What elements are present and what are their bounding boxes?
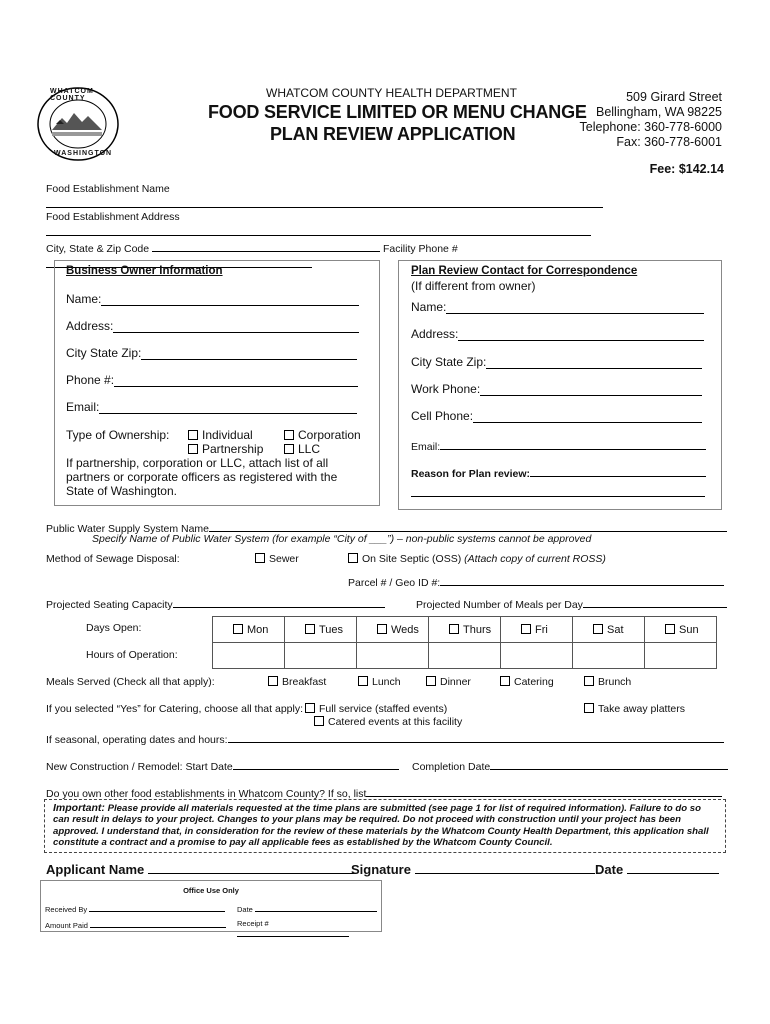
sat-checkbox[interactable] — [593, 624, 603, 634]
completion-field[interactable] — [490, 757, 728, 770]
hours-mon[interactable] — [213, 643, 285, 669]
seasonal-row — [46, 730, 724, 746]
water-system-hint: Specify Name of Public Water System (for example “City of ___”) – non-public systems cannot be approved — [92, 533, 592, 545]
meal-brunch[interactable] — [584, 676, 631, 688]
parcel-field[interactable] — [440, 573, 724, 586]
mon-label: Mon — [247, 623, 269, 636]
contact-cell-row — [411, 409, 702, 423]
receipt-row — [237, 919, 381, 939]
meal-breakfast[interactable] — [268, 676, 326, 688]
catered-events-label: Catered events at this facility — [328, 716, 463, 728]
contact-work-label: Work Phone: — [411, 382, 481, 396]
sun-label: Sun — [679, 623, 699, 636]
hours-sat[interactable] — [573, 643, 645, 669]
applicant-name-field[interactable] — [148, 861, 356, 874]
owner-phone-field[interactable] — [114, 374, 358, 387]
water-system-label: Public Water Supply System Name — [46, 523, 210, 535]
tues-label: Tues — [319, 623, 344, 636]
sat-label: Sat — [607, 623, 624, 636]
owner-address-field[interactable] — [113, 320, 359, 333]
date-row — [595, 861, 719, 877]
take-away-label: Take away platters — [598, 703, 685, 715]
day-fri[interactable] — [501, 617, 573, 643]
seal-text-bottom: WASHINGTON — [54, 150, 113, 157]
water-system-field[interactable] — [209, 519, 727, 532]
owner-address-label: Address: — [66, 319, 114, 333]
corporation-label: Corporation — [298, 428, 361, 442]
construction-completion-row — [412, 757, 728, 773]
contact-city-label: City State Zip: — [411, 355, 487, 369]
meals-per-day-label: Projected Number of Meals per Day — [416, 599, 583, 611]
dinner-checkbox[interactable] — [426, 676, 436, 686]
signature-field[interactable] — [415, 861, 595, 874]
take-away-checkbox[interactable] — [584, 703, 594, 713]
receipt-field[interactable] — [237, 928, 349, 937]
parcel-row — [348, 573, 724, 589]
important-notice — [44, 799, 726, 853]
partnership-label: Partnership — [202, 442, 264, 456]
department-name: WHATCOM COUNTY HEALTH DEPARTMENT — [266, 86, 517, 100]
office-date-field[interactable] — [255, 903, 377, 912]
owner-address-row — [66, 319, 359, 333]
individual-checkbox[interactable] — [188, 430, 198, 440]
sewer-option[interactable] — [255, 553, 299, 565]
establishment-address-row — [46, 211, 726, 239]
full-service-label: Full service (staffed events) — [319, 703, 448, 715]
contact-reason-line2[interactable] — [411, 496, 705, 497]
owner-email-row — [66, 400, 357, 414]
ownership-corporation[interactable] — [284, 428, 361, 442]
seal-text-top: WHATCOM COUNTY — [50, 88, 94, 102]
other-establishments-label: Do you own other food establishments in Whatcom County? If so, list — [46, 788, 367, 800]
amount-paid-row — [45, 919, 226, 930]
ownership-type-label: Type of Ownership: — [66, 428, 170, 442]
facility-phone-label: Facility Phone # — [382, 243, 458, 255]
thurs-label: Thurs — [463, 623, 492, 636]
owner-email-label: Email: — [66, 400, 100, 414]
corporation-checkbox[interactable] — [284, 430, 294, 440]
lunch-label: Lunch — [372, 676, 401, 688]
meal-catering[interactable] — [500, 676, 554, 688]
hours-weds[interactable] — [357, 643, 429, 669]
address-city: Bellingham, WA 98225 — [595, 105, 722, 119]
owner-city-field[interactable] — [141, 347, 357, 360]
owner-email-field[interactable] — [99, 401, 357, 414]
contact-cell-field[interactable] — [473, 410, 702, 423]
lunch-checkbox[interactable] — [358, 676, 368, 686]
establishment-address-label: Food Establishment Address — [46, 211, 180, 223]
hours-label: Hours of Operation: — [86, 649, 178, 661]
catering-on-site[interactable] — [314, 716, 462, 728]
office-use-title: Office Use Only — [183, 886, 239, 895]
contact-city-field[interactable] — [486, 356, 702, 369]
full-service-checkbox[interactable] — [305, 703, 315, 713]
owner-name-row — [66, 292, 359, 306]
breakfast-checkbox[interactable] — [268, 676, 278, 686]
owner-name-field[interactable] — [101, 293, 359, 306]
other-establishments-field[interactable] — [366, 784, 722, 797]
meals-per-day-row — [416, 595, 727, 611]
seating-label: Projected Seating Capacity — [46, 599, 173, 611]
county-seal — [36, 86, 120, 162]
day-thurs[interactable] — [429, 617, 501, 643]
contact-email-field[interactable] — [440, 437, 706, 450]
office-date-row — [237, 903, 377, 914]
tues-checkbox[interactable] — [305, 624, 315, 634]
contact-name-field[interactable] — [446, 301, 704, 314]
establishment-name-label: Food Establishment Name — [46, 183, 170, 195]
contact-email-label: Email: — [411, 441, 441, 453]
brunch-checkbox[interactable] — [584, 676, 594, 686]
contact-address-row — [411, 327, 704, 341]
weds-checkbox[interactable] — [377, 624, 387, 634]
meals-served-label: Meals Served (Check all that apply): — [46, 676, 215, 688]
thurs-checkbox[interactable] — [449, 624, 459, 634]
contact-city-row — [411, 355, 702, 369]
hours-sun[interactable] — [645, 643, 717, 669]
amount-paid-label: Amount Paid — [45, 921, 88, 930]
contact-cell-label: Cell Phone: — [411, 409, 474, 423]
owner-phone-label: Phone #: — [66, 373, 115, 387]
received-by-field[interactable] — [89, 903, 225, 912]
contact-name-row — [411, 300, 704, 314]
llc-label: LLC — [298, 442, 321, 456]
days-open-label: Days Open: — [86, 622, 142, 634]
contact-subtitle: (If different from owner) — [411, 279, 536, 293]
hours-row — [213, 643, 717, 669]
contact-work-field[interactable] — [480, 383, 702, 396]
contact-address-field[interactable] — [458, 328, 704, 341]
catering-options-label: If you selected “Yes” for Catering, choose all that apply: — [46, 703, 304, 715]
sewer-checkbox[interactable] — [255, 553, 265, 563]
important-lead: Important: — [53, 802, 105, 814]
ownership-partnership[interactable] — [188, 442, 263, 456]
dinner-label: Dinner — [440, 676, 471, 688]
form-title-line1: FOOD SERVICE LIMITED OR MENU CHANGE — [208, 102, 587, 122]
owner-city-row — [66, 346, 357, 360]
contact-reason-field[interactable] — [530, 464, 706, 477]
oss-note: (Attach copy of current ROSS) — [464, 553, 606, 565]
ownership-individual[interactable] — [188, 428, 253, 442]
oss-option[interactable] — [348, 553, 606, 565]
seating-field[interactable] — [173, 595, 385, 608]
fri-checkbox[interactable] — [521, 624, 531, 634]
department-address — [560, 90, 722, 150]
received-by-row — [45, 903, 225, 914]
completion-label: Completion Date — [412, 761, 491, 773]
received-by-label: Received By — [45, 905, 88, 914]
signature-row — [351, 861, 595, 877]
meal-dinner[interactable] — [426, 676, 471, 688]
owner-city-label: City State Zip: — [66, 346, 142, 360]
other-establishments-row — [46, 784, 722, 800]
contact-title: Plan Review Contact for Correspondence — [411, 265, 638, 277]
date-label: Date — [595, 862, 624, 877]
meal-lunch[interactable] — [358, 676, 401, 688]
contact-address-label: Address: — [411, 327, 459, 341]
catering-take-away[interactable] — [584, 703, 685, 715]
meals-per-day-field[interactable] — [583, 595, 727, 608]
contact-reason-label: Reason for Plan review: — [411, 468, 531, 480]
establishment-name-field[interactable] — [46, 195, 603, 208]
partnership-checkbox[interactable] — [188, 444, 198, 454]
important-text: Please provide all materials requested at the time plans are submitted (see page 1 for list of required information). Failure to do so can result in delays to your project. Changes to your plans may be required. Do not proceed with construction until your project has been approved. I understand that, in consideration for the review of these materials by the Whatcom County Health Department, this application shall constitute a contract and a promise to pay all applicable fees as established by the Whatcom County Council. — [53, 803, 709, 848]
form-title-line2: PLAN REVIEW APPLICATION — [270, 124, 516, 144]
individual-label: Individual — [202, 428, 253, 442]
mon-checkbox[interactable] — [233, 624, 243, 634]
days-row — [213, 617, 717, 643]
ownership-llc[interactable] — [284, 442, 320, 456]
seasonal-field[interactable] — [228, 730, 724, 743]
weds-label: Weds — [391, 623, 419, 636]
catering-checkbox[interactable] — [500, 676, 510, 686]
signature-label: Signature — [351, 862, 411, 877]
ownership-note: If partnership, corporation or LLC, attach list of all partners or corporate officers as registered with the State of Washington. — [66, 456, 338, 498]
address-fax: Fax: 360-778-6001 — [616, 135, 722, 149]
days-table — [212, 616, 717, 669]
day-weds[interactable] — [357, 617, 429, 643]
office-date-label: Date — [237, 905, 253, 914]
catering-label: Catering — [514, 676, 554, 688]
hours-thurs[interactable] — [429, 643, 501, 669]
office-use-box — [40, 880, 382, 932]
day-sat[interactable] — [573, 617, 645, 643]
hours-fri[interactable] — [501, 643, 573, 669]
breakfast-label: Breakfast — [282, 676, 327, 688]
day-mon[interactable] — [213, 617, 285, 643]
sun-checkbox[interactable] — [665, 624, 675, 634]
hours-tues[interactable] — [285, 643, 357, 669]
llc-checkbox[interactable] — [284, 444, 294, 454]
sewer-label: Sewer — [269, 553, 299, 565]
applicant-name-label: Applicant Name — [46, 862, 145, 877]
city-state-zip-label: City, State & Zip Code — [46, 243, 150, 255]
parcel-label: Parcel # / Geo ID #: — [348, 577, 441, 589]
contact-email-row — [411, 437, 706, 453]
owner-phone-row — [66, 373, 358, 387]
contact-name-label: Name: — [411, 300, 447, 314]
seating-row — [46, 595, 385, 611]
construction-start-field[interactable] — [233, 757, 399, 770]
address-telephone: Telephone: 360-778-6000 — [579, 120, 722, 134]
business-owner-title: Business Owner Information — [66, 265, 223, 277]
fee: Fee: $142.14 — [649, 162, 724, 176]
address-street: 509 Girard Street — [626, 90, 722, 104]
seasonal-label: If seasonal, operating dates and hours: — [46, 734, 228, 746]
contact-work-row — [411, 382, 702, 396]
applicant-name-row — [46, 861, 356, 877]
oss-label: On Site Septic (OSS) — [362, 553, 462, 565]
day-tues[interactable] — [285, 617, 357, 643]
date-field[interactable] — [627, 861, 719, 874]
construction-start-row — [46, 757, 399, 773]
fri-label: Fri — [535, 623, 548, 636]
construction-start-label: New Construction / Remodel: Start Date — [46, 761, 233, 773]
owner-name-label: Name: — [66, 292, 102, 306]
amount-paid-field[interactable] — [90, 919, 226, 928]
city-state-zip-field[interactable] — [152, 239, 380, 252]
establishment-name-row — [46, 183, 726, 211]
contact-reason-row — [411, 464, 706, 480]
catered-events-checkbox[interactable] — [314, 716, 324, 726]
establishment-address-field[interactable] — [46, 223, 591, 236]
sewage-label: Method of Sewage Disposal: — [46, 553, 180, 565]
oss-checkbox[interactable] — [348, 553, 358, 563]
day-sun[interactable] — [645, 617, 717, 643]
receipt-label: Receipt # — [237, 919, 269, 928]
catering-full-service[interactable] — [305, 703, 447, 715]
brunch-label: Brunch — [598, 676, 632, 688]
